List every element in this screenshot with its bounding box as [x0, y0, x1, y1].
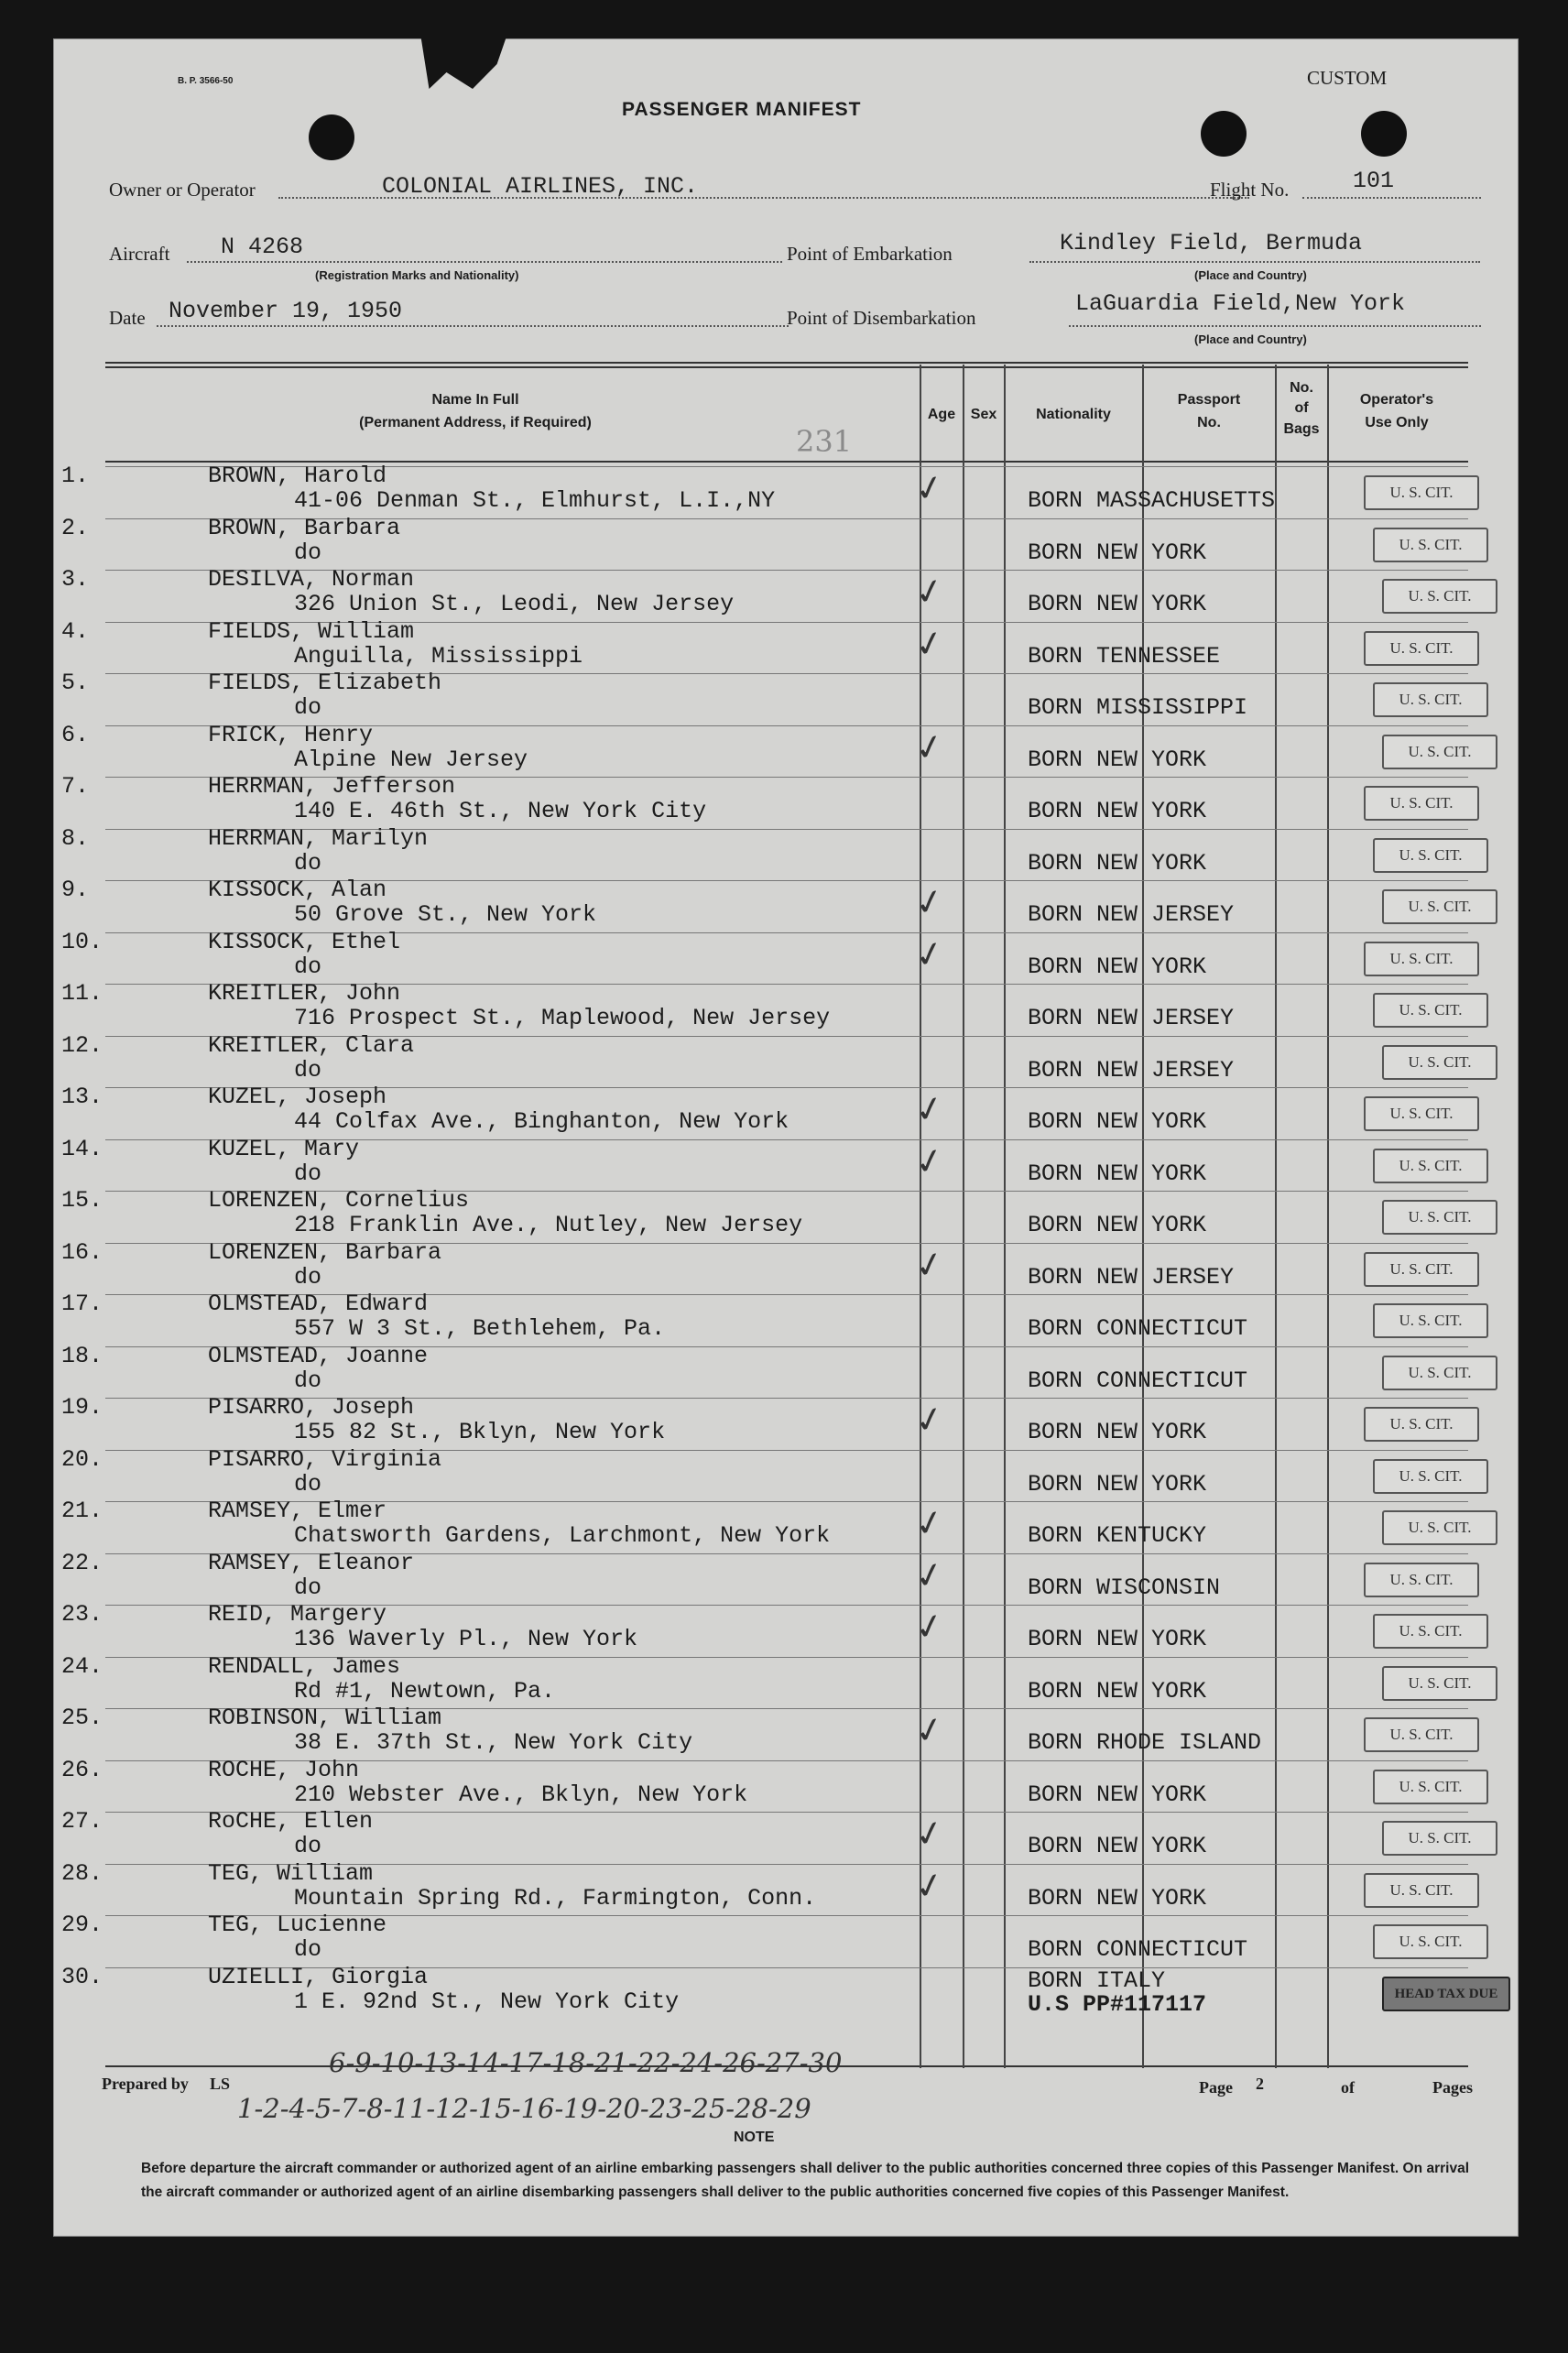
passenger-nationality: BORN NEW YORK	[1028, 953, 1207, 980]
row-number: 20.	[61, 1445, 103, 1473]
col-header-name: Name In Full (Permanent Address, if Required)	[359, 392, 592, 430]
punch-hole-right	[1361, 111, 1407, 157]
page-value: 2	[1256, 2075, 1264, 2093]
note-title: NOTE	[734, 2130, 775, 2145]
passenger-name: BROWN, Harold	[208, 463, 387, 489]
col-divider-sex	[963, 365, 964, 2068]
passenger-name: ROBINSON, William	[208, 1705, 442, 1731]
passenger-nationality: BORN TENNESSEE	[1028, 642, 1221, 670]
us-citizen-stamp: U. S. CIT.	[1364, 631, 1479, 666]
passenger-nationality: BORN NEW YORK	[1028, 1833, 1207, 1859]
head-tax-stamp: HEAD TAX DUE	[1382, 1977, 1510, 2011]
us-citizen-stamp: U. S. CIT.	[1364, 1717, 1479, 1752]
aircraft-value: N 4268	[221, 234, 304, 260]
passenger-name: KREITLER, Clara	[208, 1031, 415, 1059]
passenger-nationality: BORN NEW JERSEY	[1028, 901, 1235, 928]
passenger-nationality: BORN CONNECTICUT	[1028, 1315, 1248, 1342]
passenger-nationality: BORN ITALY	[1028, 1966, 1166, 1994]
date-label: Date	[109, 307, 146, 329]
page-label: Page	[1199, 2078, 1233, 2097]
passenger-address: Anguilla, Mississippi	[294, 642, 583, 670]
passenger-nationality: BORN MASSACHUSETTS	[1028, 487, 1276, 514]
passenger-name: OLMSTEAD, Edward	[208, 1291, 429, 1317]
passenger-name: KUZEL, Mary	[208, 1135, 360, 1162]
row-number: 3.	[61, 566, 90, 593]
us-citizen-stamp: U. S. CIT.	[1382, 1510, 1497, 1545]
passenger-address: do	[294, 1833, 322, 1859]
age-checkmark: ✓	[910, 1500, 949, 1546]
disembarkation-caption: (Place and Country)	[1194, 332, 1307, 346]
passenger-address: Alpine New Jersey	[294, 746, 528, 773]
passenger-name: RENDALL, James	[208, 1652, 401, 1680]
passenger-nationality: BORN NEW YORK	[1028, 1626, 1207, 1652]
passenger-nationality: BORN NEW YORK	[1028, 1212, 1207, 1238]
punch-hole-left	[309, 114, 354, 160]
row-number: 11.	[61, 980, 103, 1007]
embarkation-caption: (Place and Country)	[1194, 268, 1307, 282]
passenger-nationality: BORN KENTUCKY	[1028, 1522, 1207, 1549]
passenger-nationality: BORN WISCONSIN	[1028, 1574, 1221, 1601]
passenger-address: 41-06 Denman St., Elmhurst, L.I.,NY	[294, 487, 776, 514]
passenger-nationality: BORN NEW YORK	[1028, 849, 1207, 877]
passenger-name: KREITLER, John	[208, 980, 401, 1007]
flight-value: 101	[1353, 168, 1395, 194]
prepared-by-label: Prepared by	[102, 2075, 189, 2093]
row-number: 4.	[61, 617, 90, 645]
us-citizen-stamp: U. S. CIT.	[1382, 579, 1497, 614]
passenger-name: FRICK, Henry	[208, 721, 374, 748]
age-checkmark: ✓	[910, 724, 949, 770]
col-header-bags: No. of Bags	[1283, 380, 1320, 437]
us-citizen-stamp: U. S. CIT.	[1382, 735, 1497, 769]
us-citizen-stamp: U. S. CIT.	[1364, 942, 1479, 976]
passenger-name: UZIELLI, Giorgia	[208, 1963, 429, 1990]
form-code: B. P. 3566-50	[178, 76, 234, 86]
passenger-address: do	[294, 1936, 322, 1963]
passenger-address: 210 Webster Ave., Bklyn, New York	[294, 1781, 748, 1808]
us-citizen-stamp: U. S. CIT.	[1373, 1924, 1488, 1959]
passenger-name: LORENZEN, Barbara	[208, 1238, 442, 1266]
passenger-name: ROCHE, John	[208, 1756, 360, 1783]
us-citizen-stamp: U. S. CIT.	[1364, 1873, 1479, 1908]
age-checkmark: ✓	[910, 1241, 949, 1288]
passenger-address: do	[294, 1367, 322, 1394]
passenger-address: 136 Waverly Pl., New York	[294, 1626, 638, 1652]
col-header-nationality: Nationality	[1036, 407, 1111, 422]
passenger-nationality: BORN NEW YORK	[1028, 1884, 1207, 1912]
embarkation-label: Point of Embarkation	[787, 243, 953, 265]
passenger-name: REID, Margery	[208, 1601, 387, 1628]
passenger-nationality: BORN MISSISSIPPI	[1028, 694, 1248, 721]
col-divider-nationality	[1004, 365, 1006, 2068]
passenger-name: BROWN, Barbara	[208, 514, 401, 541]
passenger-address: do	[294, 1470, 322, 1498]
date-dotted-line	[157, 325, 789, 327]
prepared-by-value: LS	[210, 2075, 231, 2093]
passenger-nationality: BORN NEW JERSEY	[1028, 1263, 1235, 1291]
passenger-nationality: BORN NEW YORK	[1028, 591, 1207, 617]
passenger-address: do	[294, 849, 322, 877]
passenger-address: do	[294, 1574, 322, 1601]
row-number: 15.	[61, 1187, 103, 1214]
us-citizen-stamp: U. S. CIT.	[1373, 682, 1488, 717]
us-citizen-stamp: U. S. CIT.	[1364, 1407, 1479, 1442]
age-checkmark: ✓	[910, 1811, 949, 1857]
handwritten-row-list-2: 1-2-4-5-7-8-11-12-15-16-19-20-23-25-28-29	[237, 2093, 811, 2124]
passenger-nationality: BORN CONNECTICUT	[1028, 1936, 1248, 1963]
disembarkation-label: Point of Disembarkation	[787, 307, 976, 329]
row-number: 7.	[61, 773, 90, 800]
passenger-address: 1 E. 92nd St., New York City	[294, 1988, 680, 2015]
passenger-address: 326 Union St., Leodi, New Jersey	[294, 591, 735, 617]
passenger-passport-number: U.S PP#117117	[1028, 1990, 1207, 2018]
us-citizen-stamp: U. S. CIT.	[1364, 1252, 1479, 1287]
passenger-address: do	[294, 1263, 322, 1291]
punch-hole-middle	[1201, 111, 1247, 157]
passenger-name: TEG, William	[208, 1859, 374, 1887]
us-citizen-stamp: U. S. CIT.	[1373, 528, 1488, 562]
age-checkmark: ✓	[910, 1552, 949, 1598]
passenger-nationality: BORN CONNECTICUT	[1028, 1367, 1248, 1394]
manifest-sheet	[53, 38, 1519, 2237]
passenger-name: TEG, Lucienne	[208, 1912, 387, 1938]
passenger-name: PISARRO, Virginia	[208, 1445, 442, 1473]
passenger-address: Chatsworth Gardens, Larchmont, New York	[294, 1522, 831, 1549]
col-header-passport: Passport No.	[1177, 392, 1241, 430]
passenger-name: HERRMAN, Marilyn	[208, 824, 429, 852]
us-citizen-stamp: U. S. CIT.	[1382, 889, 1497, 924]
row-number: 17.	[61, 1291, 103, 1317]
passenger-nationality: BORN RHODE ISLAND	[1028, 1729, 1262, 1756]
passenger-nationality: BORN NEW JERSEY	[1028, 1056, 1235, 1084]
aircraft-label: Aircraft	[109, 243, 170, 265]
passenger-nationality: BORN NEW JERSEY	[1028, 1005, 1235, 1031]
passenger-name: RoCHE, Ellen	[208, 1808, 374, 1835]
pages-label: Pages	[1432, 2078, 1473, 2097]
age-checkmark: ✓	[910, 465, 949, 511]
us-citizen-stamp: U. S. CIT.	[1373, 993, 1488, 1028]
us-citizen-stamp: U. S. CIT.	[1373, 1149, 1488, 1183]
passenger-address: 38 E. 37th St., New York City	[294, 1729, 693, 1756]
us-citizen-stamp: U. S. CIT.	[1364, 475, 1479, 510]
date-value: November 19, 1950	[169, 298, 403, 324]
passenger-nationality: BORN NEW YORK	[1028, 1419, 1207, 1445]
us-citizen-stamp: U. S. CIT.	[1382, 1821, 1497, 1856]
row-number: 10.	[61, 928, 103, 955]
passenger-name: LORENZEN, Cornelius	[208, 1187, 470, 1214]
passenger-nationality: BORN NEW YORK	[1028, 539, 1207, 566]
us-citizen-stamp: U. S. CIT.	[1382, 1045, 1497, 1080]
row-number: 23.	[61, 1601, 103, 1628]
passenger-name: OLMSTEAD, Joanne	[208, 1342, 429, 1369]
passenger-nationality: BORN NEW YORK	[1028, 1677, 1207, 1705]
passenger-address: 557 W 3 St., Bethlehem, Pa.	[294, 1315, 666, 1342]
row-number: 26.	[61, 1756, 103, 1783]
col-header-age: Age	[927, 407, 956, 422]
row-number: 14.	[61, 1135, 103, 1162]
flight-dotted-line	[1302, 197, 1481, 199]
row-number: 9.	[61, 877, 90, 903]
aircraft-caption: (Registration Marks and Nationality)	[315, 268, 519, 282]
row-number: 25.	[61, 1705, 103, 1731]
passenger-address: do	[294, 1056, 322, 1084]
customs-label: CUSTOM	[1307, 67, 1388, 89]
passenger-address: do	[294, 953, 322, 980]
passenger-name: KISSOCK, Ethel	[208, 928, 401, 955]
row-number: 1.	[61, 463, 90, 489]
passenger-name: RAMSEY, Eleanor	[208, 1549, 415, 1576]
row-number: 22.	[61, 1549, 103, 1576]
row-number: 24.	[61, 1652, 103, 1680]
table-top-rule	[105, 362, 1468, 364]
row-number: 6.	[61, 721, 90, 748]
embarkation-dotted-line	[1029, 261, 1480, 263]
row-number: 2.	[61, 514, 90, 541]
disembarkation-value: LaGuardia Field,New York	[1075, 290, 1406, 317]
us-citizen-stamp: U. S. CIT.	[1382, 1356, 1497, 1390]
age-checkmark: ✓	[910, 1138, 949, 1184]
row-number: 29.	[61, 1912, 103, 1938]
of-label: of	[1341, 2078, 1355, 2097]
us-citizen-stamp: U. S. CIT.	[1364, 1096, 1479, 1131]
age-checkmark: ✓	[910, 1604, 949, 1650]
passenger-name: KISSOCK, Alan	[208, 877, 387, 903]
passenger-address: 218 Franklin Ave., Nutley, New Jersey	[294, 1212, 803, 1238]
passenger-address: do	[294, 1160, 322, 1187]
col-header-operator: Operator's Use Only	[1359, 392, 1434, 430]
passenger-name: FIELDS, Elizabeth	[208, 670, 442, 696]
passenger-address: 44 Colfax Ave., Binghanton, New York	[294, 1108, 789, 1135]
passenger-address: do	[294, 539, 322, 566]
passenger-address: 50 Grove St., New York	[294, 901, 597, 928]
age-checkmark: ✓	[910, 1707, 949, 1753]
passenger-nationality: BORN NEW YORK	[1028, 1781, 1207, 1808]
passenger-address: 155 82 St., Bklyn, New York	[294, 1419, 666, 1445]
row-number: 8.	[61, 824, 90, 852]
embarkation-value: Kindley Field, Bermuda	[1060, 230, 1363, 256]
owner-label: Owner or Operator	[109, 179, 256, 201]
table-top-rule-inner	[105, 366, 1468, 368]
age-checkmark: ✓	[910, 1862, 949, 1909]
passenger-address: 140 E. 46th St., New York City	[294, 798, 707, 824]
passenger-address: Mountain Spring Rd., Farmington, Conn.	[294, 1884, 817, 1912]
us-citizen-stamp: U. S. CIT.	[1373, 1770, 1488, 1804]
passenger-name: PISARRO, Joseph	[208, 1394, 415, 1421]
disembarkation-dotted-line	[1069, 325, 1481, 327]
age-checkmark: ✓	[910, 620, 949, 667]
flight-label: Flight No.	[1210, 179, 1290, 201]
col-divider-age	[920, 365, 921, 2068]
us-citizen-stamp: U. S. CIT.	[1373, 1614, 1488, 1649]
col-header-sex: Sex	[970, 407, 997, 422]
row-number: 16.	[61, 1238, 103, 1266]
col-divider-bags	[1275, 365, 1277, 2068]
row-number: 30.	[61, 1963, 103, 1990]
row-number: 12.	[61, 1031, 103, 1059]
passenger-nationality: BORN NEW YORK	[1028, 1160, 1207, 1187]
age-checkmark: ✓	[910, 1086, 949, 1132]
us-citizen-stamp: U. S. CIT.	[1373, 1459, 1488, 1494]
passenger-nationality: BORN NEW YORK	[1028, 798, 1207, 824]
row-number: 13.	[61, 1084, 103, 1110]
us-citizen-stamp: U. S. CIT.	[1373, 1303, 1488, 1338]
us-citizen-stamp: U. S. CIT.	[1382, 1200, 1497, 1235]
row-number: 18.	[61, 1342, 103, 1369]
us-citizen-stamp: U. S. CIT.	[1364, 786, 1479, 821]
passenger-nationality: BORN NEW YORK	[1028, 1108, 1207, 1135]
page-title: PASSENGER MANIFEST	[622, 99, 862, 120]
row-number: 19.	[61, 1394, 103, 1421]
row-number: 5.	[61, 670, 90, 696]
handwritten-row-list-1: 6-9-10-13-14-17-18-21-22-24-26-27-30	[329, 2047, 843, 2078]
passenger-name: HERRMAN, Jefferson	[208, 773, 456, 800]
row-number: 27.	[61, 1808, 103, 1835]
passenger-name: RAMSEY, Elmer	[208, 1498, 387, 1524]
handwritten-231: 231	[796, 424, 853, 459]
us-citizen-stamp: U. S. CIT.	[1364, 1563, 1479, 1597]
us-citizen-stamp: U. S. CIT.	[1382, 1666, 1497, 1701]
row-number: 21.	[61, 1498, 103, 1524]
passenger-address: Rd #1, Newtown, Pa.	[294, 1677, 556, 1705]
age-checkmark: ✓	[910, 879, 949, 925]
passenger-nationality: BORN NEW YORK	[1028, 1470, 1207, 1498]
us-citizen-stamp: U. S. CIT.	[1373, 838, 1488, 873]
torn-corner	[420, 34, 507, 89]
owner-value: COLONIAL AIRLINES, INC.	[382, 173, 699, 200]
aircraft-dotted-line	[187, 261, 782, 263]
passenger-name: FIELDS, William	[208, 617, 415, 645]
col-divider-operator	[1327, 365, 1329, 2068]
age-checkmark: ✓	[910, 569, 949, 615]
passenger-name: KUZEL, Joseph	[208, 1084, 387, 1110]
passenger-name: DESILVA, Norman	[208, 566, 415, 593]
passenger-nationality: BORN NEW YORK	[1028, 746, 1207, 773]
age-checkmark: ✓	[910, 1397, 949, 1443]
passenger-address: 716 Prospect St., Maplewood, New Jersey	[294, 1005, 831, 1031]
age-checkmark: ✓	[910, 931, 949, 977]
passenger-address: do	[294, 694, 322, 721]
row-number: 28.	[61, 1859, 103, 1887]
note-text: Before departure the aircraft commander or authorized agent of an airline embarking passengers shall deliver to the public authorities concerned three copies of this Passenger Manifest. On arrival the aircraft commander or authorized agent of an airline disembarking passengers shall deliver to the public authorities concerned five copies of this Passenger Manifest.	[141, 2161, 1469, 2200]
